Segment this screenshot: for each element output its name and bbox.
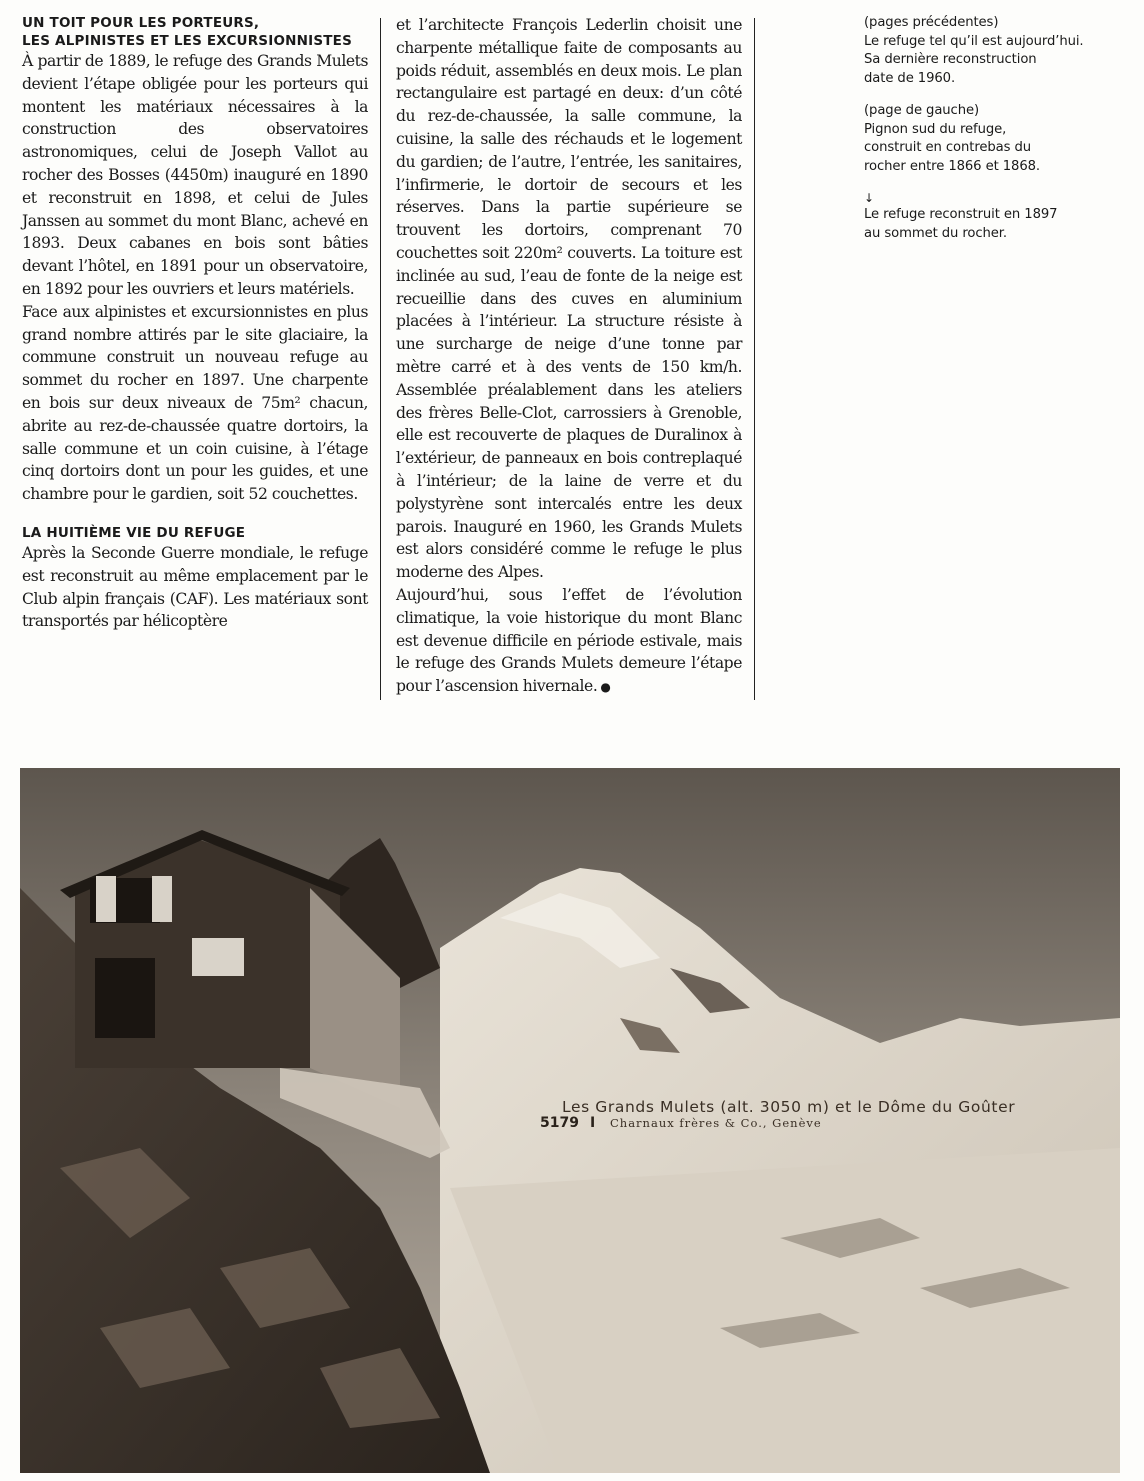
paragraph-3-start: Après la Seconde Guerre mondiale, le refuge est reconstruit au même emplacement par le Club alpin français (CAF). Les matériaux sont transportés par hélicoptère <box>22 543 368 631</box>
caption-2-line-1: (page de gauche) <box>864 103 980 118</box>
arrow-down-icon: ↓ <box>864 191 875 205</box>
caption-previous-pages <box>864 14 1134 88</box>
caption-3-line-2: au sommet du rocher. <box>864 225 1007 241</box>
paragraph-2: Face aux alpinistes et excursionnistes en plus grand nombre attirés par le site glaciaire, la commune construit un nouveau refuge au sommet du rocher en 1897. Une charpente en bois sur deux niveaux de 75m² chacun, abrite au rez-de-chaussée quatre dortoirs, la salle commune et un coin cuisine, à l’étage cinq dortoirs dont un pour les guides, et une chambre pour le gardien, soit 52 couchettes. <box>22 302 368 504</box>
glacier <box>450 1148 1120 1473</box>
caption-2-line-2: Pignon sud du refuge, <box>864 121 1007 137</box>
shutter-right <box>152 876 172 922</box>
postcard-title: Les Grands Mulets (alt. 3050 m) et le Dôme du Goûter <box>562 1098 1016 1116</box>
caption-1-line-3: Sa dernière reconstruction <box>864 52 1037 67</box>
postcard-number: 5179 <box>540 1115 579 1131</box>
caption-column <box>864 14 1134 257</box>
caption-1-line-4: date de 1960. <box>864 70 956 86</box>
paragraph-3-continued: et l’architecte François Lederlin choisit une charpente métallique faite de composants au poids réduit, assemblés en deux mois. Le plan rectangulaire est partagé en deux: d’un côté du rez-de-chaussée, la salle commune, la cuisine, la salle des réchauds et le logement du gardien; de l’autre, l’entrée, les sanitaires, l’infirmerie, le dortoir de secours et les réserves. Dans la partie supérieure se trouvent les dortoirs, comprenant 70 couchettes soit 220m² couverts. La toiture est inclinée au sud, l’eau de fonte de la neige est recueillie dans des cuves en aluminium placées à l’intérieur. La structure résiste à une surcharge de neige d’une tonne par mètre carré et à des vents de 150 km/h. Assemblée préalablement dans les ateliers des frères Belle-Clot, carrossiers à Grenoble, elle est recouverte de plaques de Duralinox à l’extérieur, de panneaux en bois contreplaqué à l’intérieur; de la laine de verre et du polystyrène sont intercalés entre les deux parois. Inauguré en 1960, les Grands Mulets est alors considéré comme le refuge le plus moderne des Alpes. <box>396 16 742 582</box>
paragraph-1: À partir de 1889, le refuge des Grands Mulets devient l’étape obligée pour les porteurs qui montent les matériaux nécessaires à la construction des observatoires astronomiques, celui de Joseph Vallot au rocher des Bosses (4450m) inauguré en 1890 et reconstruit en 1898, et celui de Jules Janssen au sommet du mont Blanc, achevé en 1893. Deux cabanes en bois sont bâties devant l’hôtel, en 1891 pour un observatoire, en 1892 pour les ouvriers et leurs matériels. <box>22 52 368 298</box>
postcard-separator: I <box>590 1115 596 1131</box>
caption-left-page <box>864 102 1134 176</box>
section-heading-1 <box>22 14 368 50</box>
section-heading-1-line-1: UN TOIT POUR LES PORTEURS, <box>22 15 260 31</box>
shutter-left <box>96 876 116 922</box>
article-column-1 <box>22 14 368 633</box>
caption-photo <box>864 206 1134 243</box>
section-heading-1-line-2: LES ALPINISTES ET LES EXCURSIONNISTES <box>22 33 353 49</box>
postcard-publisher: Charnaux frères & Co., Genève <box>610 1116 822 1130</box>
article-column-2 <box>396 14 742 699</box>
column-rule-right <box>754 18 755 700</box>
caption-1-line-1: (pages précédentes) <box>864 15 999 30</box>
caption-2-line-4: rocher entre 1866 et 1868. <box>864 158 1040 174</box>
caption-1-line-2: Le refuge tel qu’il est aujourd’hui. <box>864 33 1084 49</box>
section-heading-2: LA HUITIÈME VIE DU REFUGE <box>22 524 246 541</box>
paragraph-4: Aujourd’hui, sous l’effet de l’évolution climatique, la voie historique du mont Blanc est devenue difficile en période estivale, mais le refuge des Grands Mulets demeure l’étape pour l’ascension hivernale. ● <box>396 584 742 699</box>
caption-2-line-3: construit en contrebas du <box>864 140 1032 155</box>
window-lower <box>95 958 155 1038</box>
sign-panel <box>192 938 244 976</box>
column-rule-left <box>380 18 381 700</box>
caption-3-line-1: Le refuge reconstruit en 1897 <box>864 207 1058 222</box>
